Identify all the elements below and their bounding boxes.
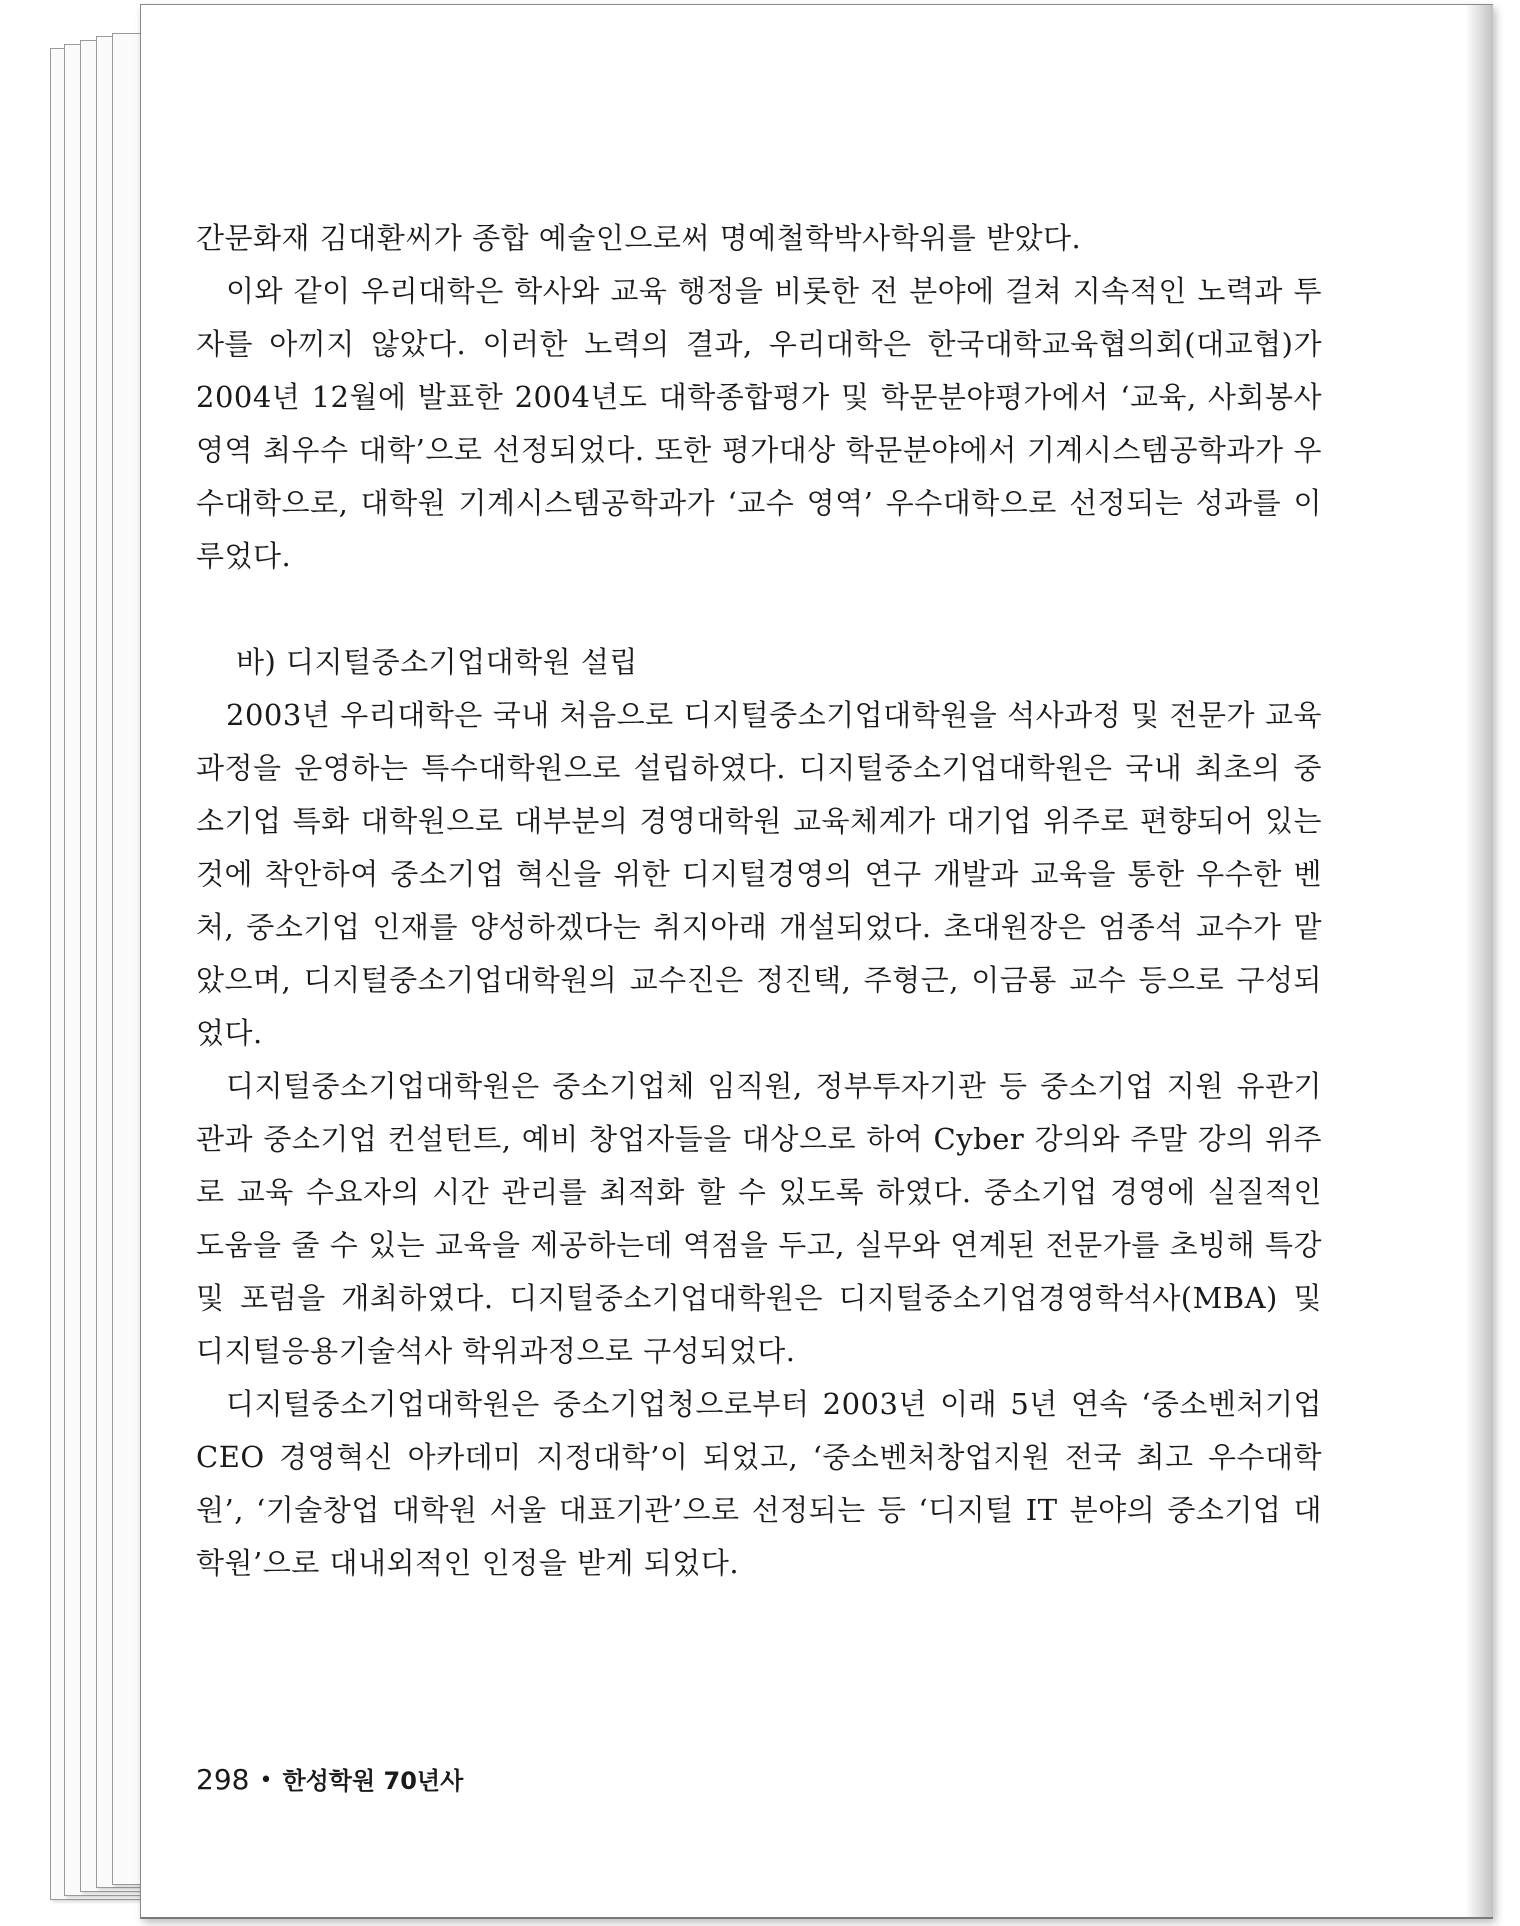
paragraph-programs: 디지털중소기업대학원은 중소기업체 임직원, 정부투자기관 등 중소기업 지원 유관기관과 중소기업 컨설턴트, 예비 창업자들을 대상으로 하여 Cyber 강의와 주말 강의 위주로 교육 수요자의 시간 관리를 최적화 할 수 있도록 하였다. 중소기업 경영에 실질적인 도움을 줄 수 있는 교육을 제공하는데 역점을 두고, 실무와 연계된 전문가를 초빙해 특강 및 포럼을 개최하였다. 디지털중소기업대학원은 디지털중소기업경영학석사(MBA) 및 디지털응용기술석사 학위과정으로 구성되었다. [196,1069,1322,1368]
page-footer [196,1760,463,1801]
page-number: 298 [196,1763,250,1796]
paragraph-continued: 간문화재 김대환씨가 종합 예술인으로써 명예철학박사학위를 받았다. [196,221,1082,255]
paragraph-recognition: 디지털중소기업대학원은 중소기업청으로부터 2003년 이래 5년 연속 ‘중소벤처기업 CEO 경영혁신 아카데미 지정대학’이 되었고, ‘중소벤처창업지원 전국 최고 우수대학원’, ‘기술창업 대학원 서울 대표기관’으로 선정되는 등 ‘디지털 IT 분야의 중소기업 대학원’으로 대내외적인 인정을 받게 되었다. [196,1387,1322,1580]
page-edge-shadow [1465,5,1493,1917]
body-text [196,212,1322,1590]
book-title: 한성학원 70년사 [282,1767,464,1795]
paragraph-evaluation: 이와 같이 우리대학은 학사와 교육 행정을 비롯한 전 분야에 걸쳐 지속적인 노력과 투자를 아끼지 않았다. 이러한 노력의 결과, 우리대학은 한국대학교육협의회(대교협)가 2004년 12월에 발표한 2004년도 대학종합평가 및 학문분야평가에서 ‘교육, 사회봉사 영역 최우수 대학’으로 선정되었다. 또한 평가대상 학문분야에서 기계시스템공학과가 우수대학으로, 대학원 기계시스템공학과가 ‘교수 영역’ 우수대학으로 선정되는 성과를 이루었다. [196,274,1322,573]
section-heading: 바) 디지털중소기업대학원 설립 [236,645,638,679]
paragraph-founding: 2003년 우리대학은 국내 처음으로 디지털중소기업대학원을 석사과정 및 전문가 교육과정을 운영하는 특수대학원으로 설립하였다. 디지털중소기업대학원은 국내 최초의 중소기업 특화 대학원으로 대부분의 경영대학원 교육체계가 대기업 위주로 편향되어 있는 것에 착안하여 중소기업 혁신을 위한 디지털경영의 연구 개발과 교육을 통한 우수한 벤처, 중소기업 인재를 양성하겠다는 취지아래 개설되었다. 초대원장은 엄종석 교수가 맡았으며, 디지털중소기업대학원의 교수진은 정진택, 주형근, 이금룡 교수 등으로 구성되었다. [196,698,1322,1050]
footer-bullet: • [259,1768,273,1793]
